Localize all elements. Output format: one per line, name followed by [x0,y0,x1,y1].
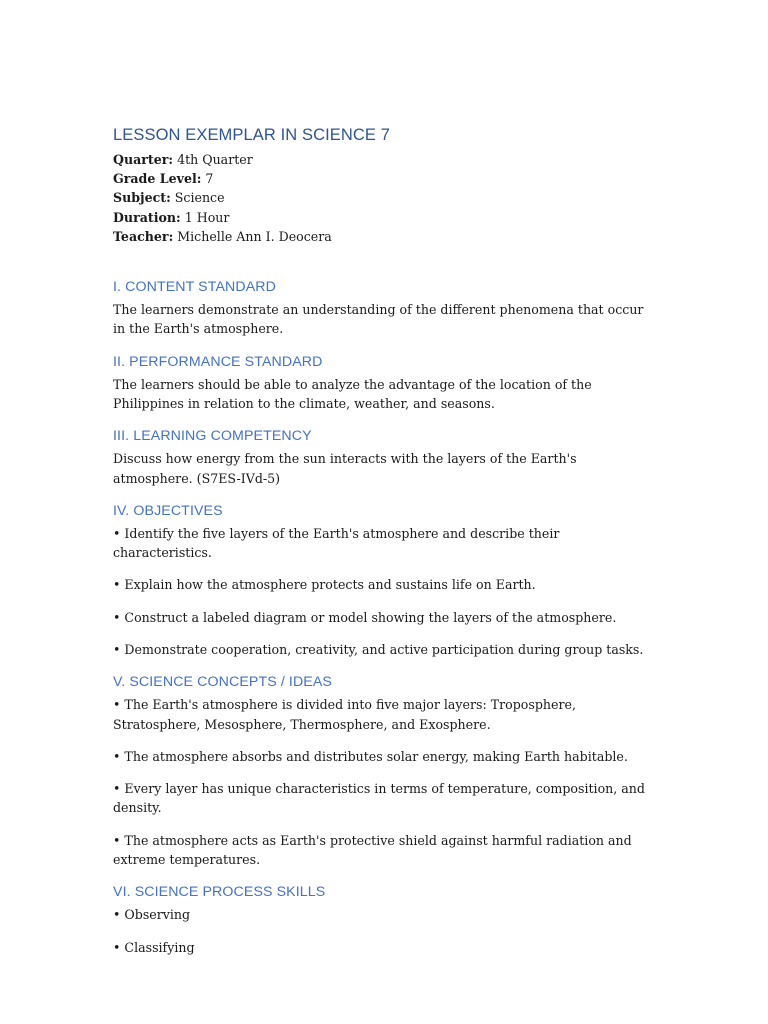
skill-item: • Classifying [113,939,195,955]
meta-value: 7 [205,171,214,187]
meta-teacher [113,227,658,246]
section-learning-competency [113,427,658,488]
meta-label: Teacher: [113,228,174,244]
meta-label: Duration: [113,209,181,225]
meta-label: Grade Level: [113,171,202,187]
section-heading: IV. OBJECTIVES [113,502,223,519]
section-science-concepts [113,673,658,869]
meta-value: 1 Hour [184,209,230,225]
concept-item: • The atmosphere acts as Earth's protective shield against harmful radiation and extreme temperatures. [113,832,632,868]
objective-item: • Explain how the atmosphere protects and sustains life on Earth. [113,577,536,593]
section-heading: I. CONTENT STANDARD [113,279,276,296]
section-text: Discuss how energy from the sun interacts with the layers of the Earth's atmosphere. (S7ES-IVd-5) [113,451,577,486]
concept-item: • Every layer has unique characteristics in terms of temperature, composition, and density. [113,781,645,816]
section-objectives [113,502,658,659]
objective-item: • Construct a labeled diagram or model showing the layers of the atmosphere. [113,609,617,625]
section-text: The learners demonstrate an understanding of the different phenomena that occur in the Earth's atmosphere. [113,302,644,337]
meta-label: Subject: [113,190,171,206]
document-title: LESSON EXEMPLAR IN SCIENCE 7 [113,126,390,144]
meta-value: Science [174,190,225,206]
section-process-skills [113,883,658,957]
section-heading: VI. SCIENCE PROCESS SKILLS [113,884,326,901]
meta-subject [113,188,658,207]
section-heading: II. PERFORMANCE STANDARD [113,353,323,370]
objective-item: • Demonstrate cooperation, creativity, and active participation during group tasks. [113,641,644,657]
section-heading: III. LEARNING COMPETENCY [113,428,312,445]
section-content-standard [113,278,658,339]
meta-grade-level [113,169,658,188]
meta-label: Quarter: [113,152,174,167]
concept-item: • The Earth's atmosphere is divided into five major layers: Troposphere, Stratosphere, Mesosphere, Thermosphere, and Exosphere. [113,697,576,732]
meta-quarter [113,150,658,169]
skill-item: • Observing [113,907,191,923]
document-content [113,124,658,957]
meta-value: 4th Quarter [177,152,253,167]
section-text: The learners should be able to analyze the advantage of the location of the Philippines in relation to the climate, weather, and seasons. [113,376,592,411]
lesson-meta [113,150,658,246]
objective-item: • Identify the five layers of the Earth's atmosphere and describe their characteristics. [113,525,560,561]
meta-value: Michelle Ann I. Deocera [177,228,332,244]
concept-item: • The atmosphere absorbs and distributes solar energy, making Earth habitable. [113,748,628,764]
section-heading: V. SCIENCE CONCEPTS / IDEAS [113,674,332,691]
section-performance-standard [113,353,658,414]
meta-duration [113,208,658,227]
